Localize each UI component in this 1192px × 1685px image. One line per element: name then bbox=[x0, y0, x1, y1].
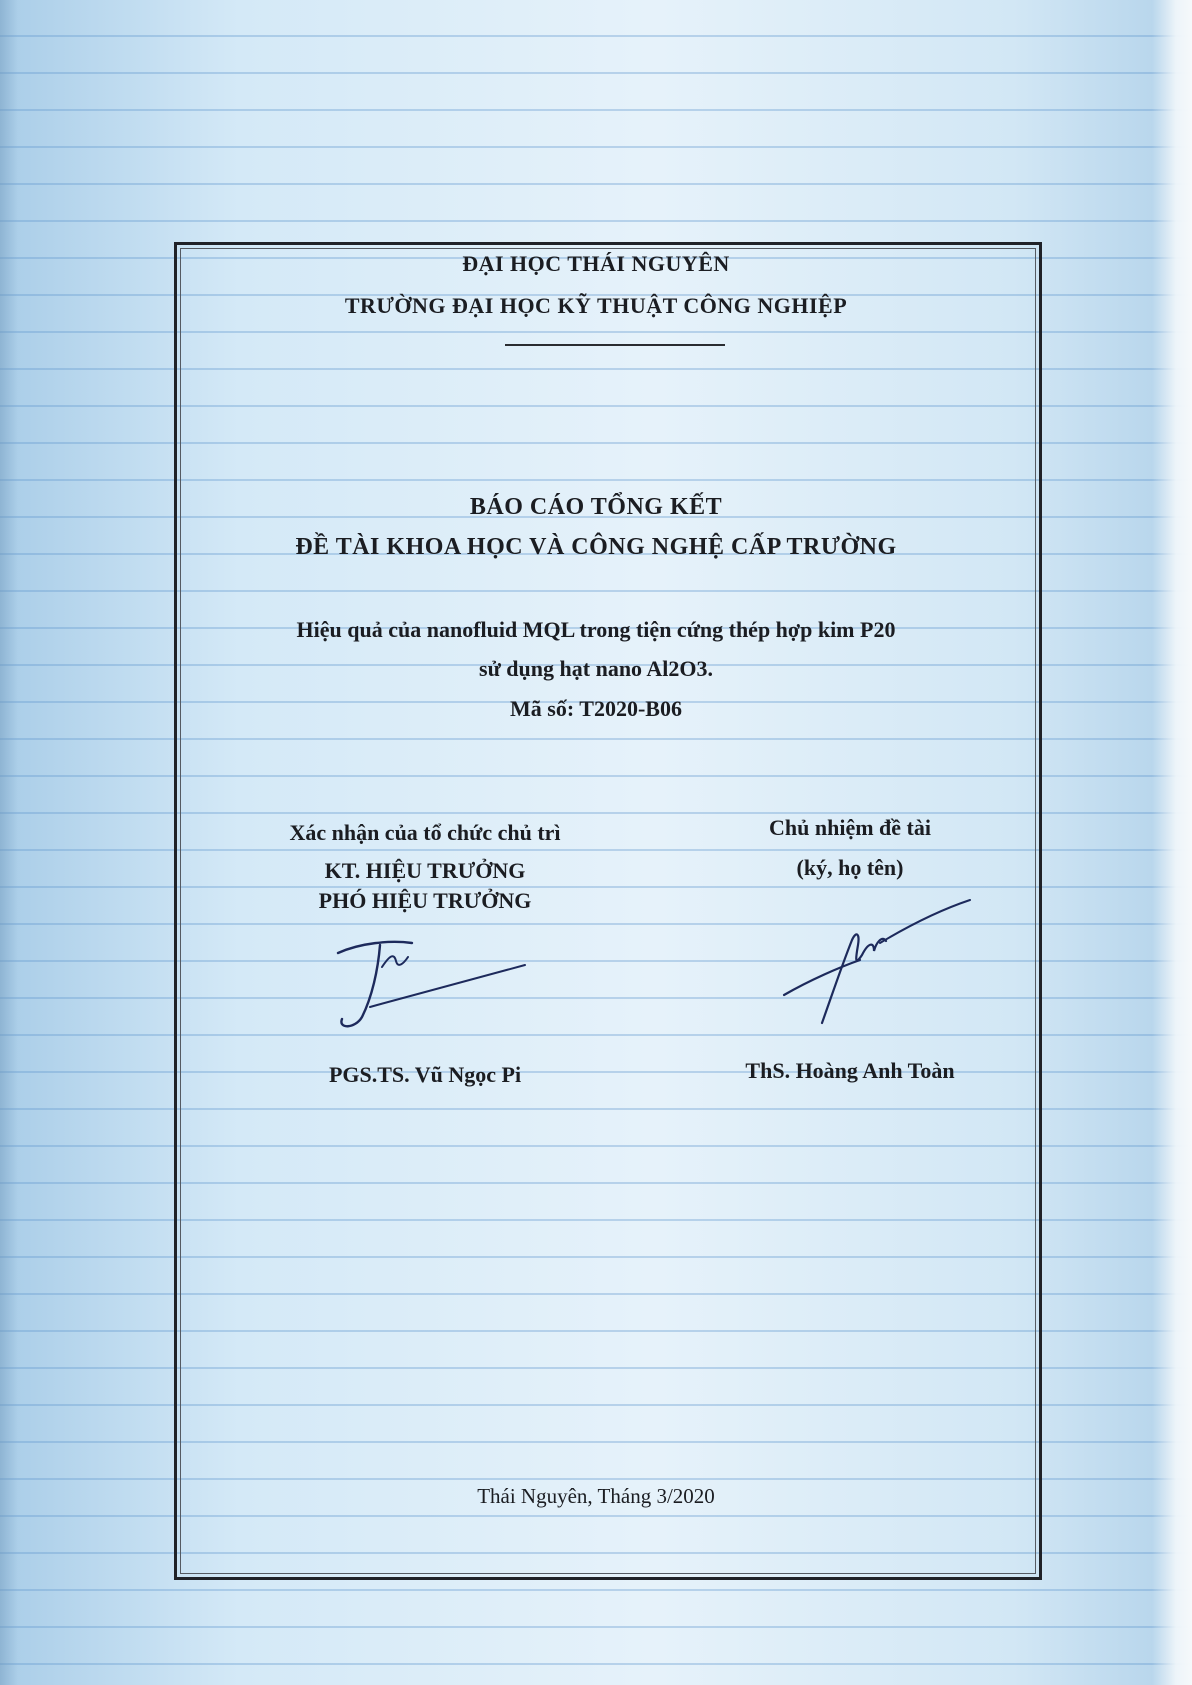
place-and-date: Thái Nguyên, Tháng 3/2020 bbox=[477, 1484, 715, 1508]
left-signer-name: PGS.TS. Vũ Ngọc Pi bbox=[328, 1062, 522, 1087]
report-code: Mã số: T2020-B06 bbox=[510, 696, 682, 721]
right-caption: Chủ nhiệm đề tài bbox=[769, 815, 931, 840]
right-signer-name: ThS. Hoàng Anh Toàn bbox=[745, 1058, 955, 1083]
left-role-2: PHÓ HIỆU TRƯỞNG bbox=[318, 888, 532, 913]
report-title-line2: sử dụng hạt nano Al2O3. bbox=[479, 656, 713, 681]
report-type: BÁO CÁO TỔNG KẾT bbox=[469, 494, 723, 520]
right-note: (ký, họ tên) bbox=[796, 855, 904, 880]
right-signature bbox=[770, 895, 980, 1035]
left-signature bbox=[320, 925, 540, 1035]
university-name: ĐẠI HỌC THÁI NGUYÊN bbox=[462, 251, 730, 276]
school-name: TRƯỜNG ĐẠI HỌC KỸ THUẬT CÔNG NGHIỆP bbox=[344, 293, 848, 318]
left-caption: Xác nhận của tổ chức chủ trì bbox=[289, 820, 561, 845]
left-role-1: KT. HIỆU TRƯỞNG bbox=[324, 858, 526, 883]
header-divider bbox=[505, 344, 725, 346]
report-title-line1: Hiệu quả của nanofluid MQL trong tiện cứng thép hợp kim P20 bbox=[296, 617, 896, 642]
report-level: ĐỀ TÀI KHOA HỌC VÀ CÔNG NGHỆ CẤP TRƯỜNG bbox=[295, 534, 897, 560]
